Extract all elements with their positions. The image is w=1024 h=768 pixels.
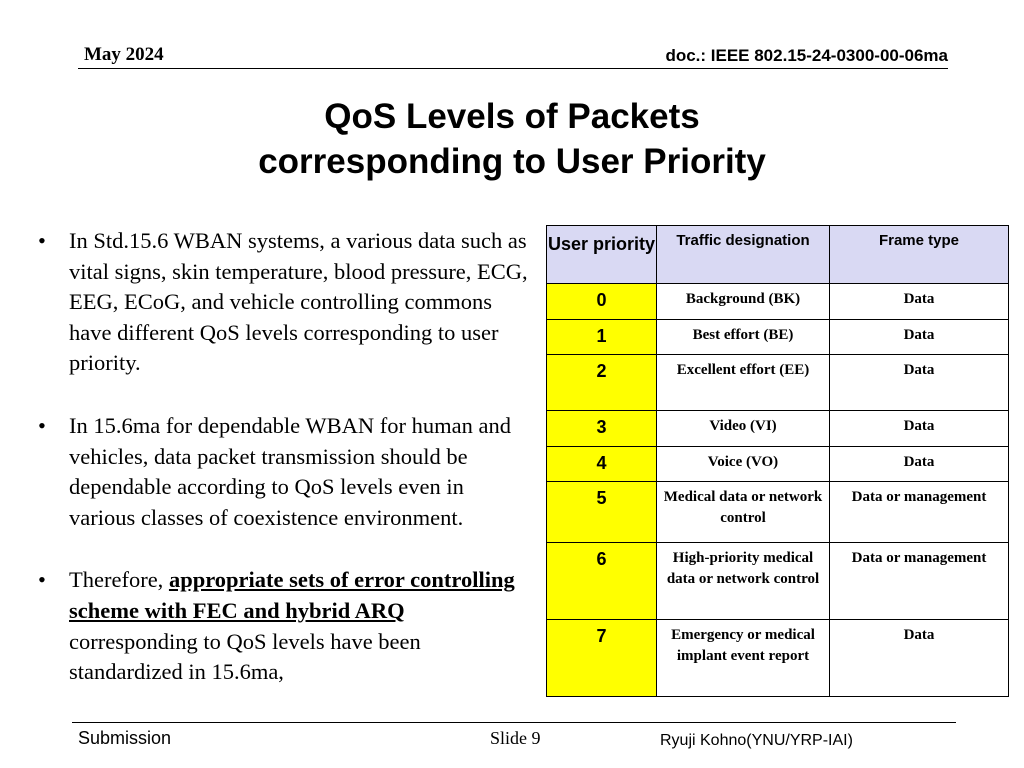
table-row	[547, 447, 1009, 482]
bullet-dot-icon: •	[38, 228, 46, 253]
frame-cell: Data	[830, 620, 1009, 697]
footer-slide-number: Slide 9	[490, 728, 541, 748]
footer-divider	[72, 722, 956, 723]
priority-cell: 3	[547, 411, 657, 447]
bullet-text: In 15.6ma for dependable WBAN for human and vehicles, data packet transmission should be dependable according to QoS levels even in various classes of coexistence environment.	[69, 412, 511, 530]
frame-cell: Data	[830, 447, 1009, 482]
frame-cell: Data or management	[830, 482, 1009, 543]
bullet-text: In Std.15.6 WBAN systems, a various data such as vital signs, skin temperature, blood pressure, ECG, EEG, ECoG, and vehicle controlling commons have different QoS levels corresponding to user priority.	[69, 228, 528, 376]
footer-author: Ryuji Kohno(YNU/YRP-IAI)	[660, 732, 853, 749]
qos-priority-table	[546, 225, 1009, 697]
table-row	[547, 355, 1009, 411]
traffic-cell: Excellent effort (EE)	[657, 355, 830, 411]
header-frame-type: Frame type	[830, 226, 1009, 284]
priority-cell: 6	[547, 543, 657, 620]
bullet-text-emphasis: appropriate sets of error controlling scheme with FEC and hybrid ARQ	[69, 567, 515, 623]
header-traffic-designation: Traffic designation	[657, 226, 830, 284]
frame-cell: Data or management	[830, 543, 1009, 620]
table-row	[547, 482, 1009, 543]
priority-cell: 7	[547, 620, 657, 697]
bullet-list	[38, 226, 528, 720]
table-row	[547, 284, 1009, 320]
table-row	[547, 620, 1009, 697]
bullet-text-post: corresponding to QoS levels have been standardized in 15.6ma,	[69, 628, 421, 685]
priority-cell: 5	[547, 482, 657, 543]
frame-cell: Data	[830, 411, 1009, 447]
priority-cell: 1	[547, 320, 657, 355]
slide-title	[0, 94, 1024, 184]
traffic-cell: Emergency or medical implant event report	[657, 620, 830, 697]
footer-submission: Submission	[78, 728, 172, 748]
header-date: May 2024	[84, 44, 164, 65]
slide-title-line-1: QoS Levels of Packets	[324, 97, 700, 136]
frame-cell: Data	[830, 284, 1009, 320]
bullet-item	[38, 565, 528, 687]
header-user-priority: User priority	[547, 226, 657, 284]
bullet-text-pre: Therefore,	[69, 567, 169, 593]
frame-cell: Data	[830, 355, 1009, 411]
bullet-dot-icon: •	[38, 412, 46, 438]
table-row	[547, 543, 1009, 620]
bullet-dot-icon: •	[38, 567, 46, 593]
priority-cell: 0	[547, 284, 657, 320]
table-header-row	[547, 226, 1009, 284]
bullet-item	[38, 226, 528, 379]
bullet-text	[69, 565, 528, 687]
traffic-cell: Background (BK)	[657, 284, 830, 320]
slide-title-line-2: corresponding to User Priority	[258, 142, 766, 181]
traffic-cell: Best effort (BE)	[657, 320, 830, 355]
header-doc-id: doc.: IEEE 802.15-24-0300-00-06ma	[665, 46, 948, 65]
traffic-cell: High-priority medical data or network control	[657, 543, 830, 620]
table-row	[547, 320, 1009, 355]
priority-cell: 4	[547, 447, 657, 482]
priority-cell: 2	[547, 355, 657, 411]
bullet-item	[38, 411, 528, 533]
frame-cell: Data	[830, 320, 1009, 355]
traffic-cell: Video (VI)	[657, 411, 830, 447]
traffic-cell: Medical data or network control	[657, 482, 830, 543]
table-row	[547, 411, 1009, 447]
header-divider	[78, 68, 948, 69]
traffic-cell: Voice (VO)	[657, 447, 830, 482]
